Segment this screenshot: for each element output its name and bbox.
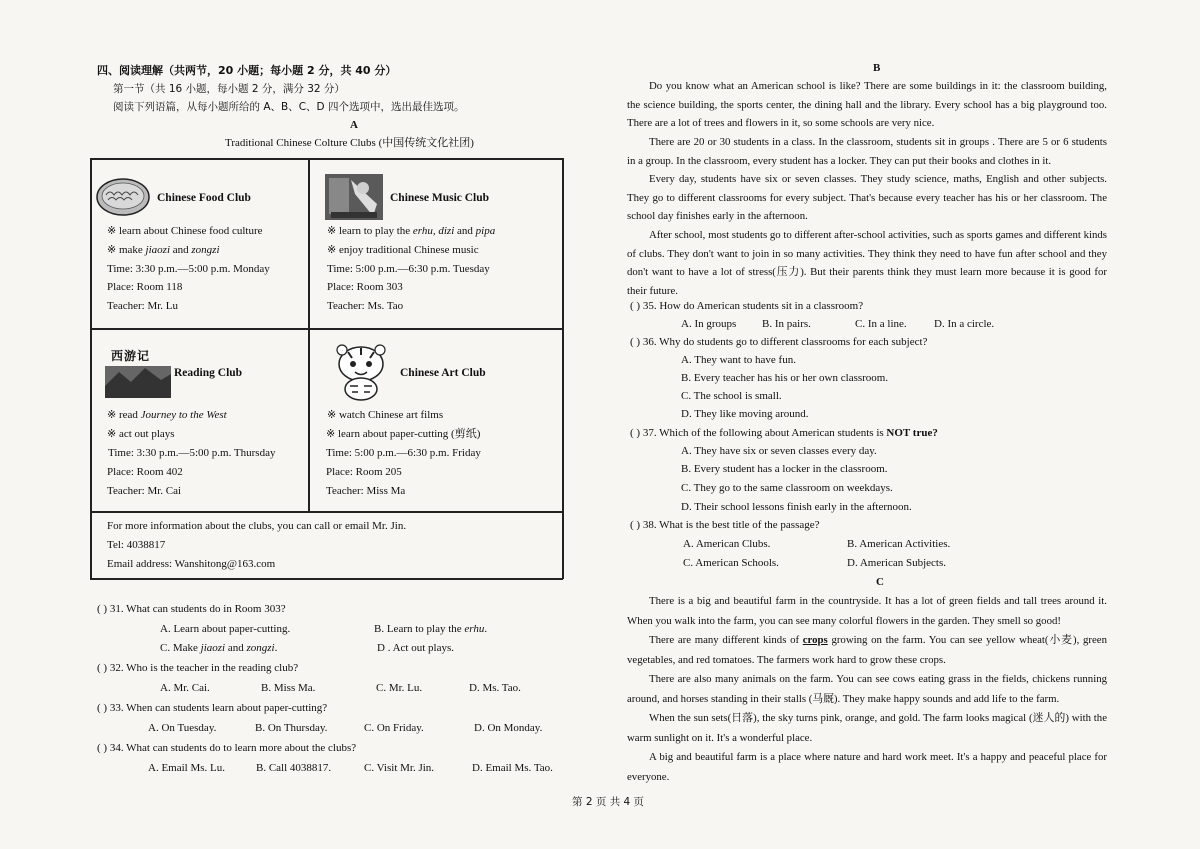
club-line: ※ read Journey to the West bbox=[107, 409, 227, 421]
club-name: Chinese Music Club bbox=[390, 192, 490, 204]
answer-option[interactable]: D. Ms. Tao. bbox=[469, 682, 521, 694]
answer-option[interactable]: D. Email Ms. Tao. bbox=[472, 762, 553, 774]
question-stem: ( ) 32. Who is the teacher in the reading club? bbox=[97, 662, 299, 674]
passage-b-paragraph: Every day, students have six or seven classes. They study science, maths, English and other subjects. They go to different classrooms for every subject. That's because every teacher has his or her classroom. The school day finishes early in the afternoon. bbox=[627, 173, 1107, 222]
answer-option[interactable]: C. In a line. bbox=[855, 318, 907, 330]
answer-option[interactable]: A. Learn about paper-cutting. bbox=[160, 623, 291, 635]
tiger-icon bbox=[328, 344, 394, 402]
answer-option[interactable]: B. Learn to play the erhu. bbox=[374, 623, 488, 635]
answer-option[interactable]: C. American Schools. bbox=[683, 557, 779, 569]
answer-option[interactable]: C. Visit Mr. Jin. bbox=[364, 762, 435, 774]
answer-option[interactable]: A. In groups bbox=[681, 318, 737, 330]
club-name: Chinese Food Club bbox=[157, 192, 251, 204]
club-line: ※ make jiaozi and zongzi bbox=[107, 244, 220, 256]
question-stem: ( ) 34. What can students do to learn more about the clubs? bbox=[97, 742, 357, 754]
club-line: ※ watch Chinese art films bbox=[327, 409, 444, 421]
answer-option[interactable]: B. In pairs. bbox=[762, 318, 811, 330]
question-stem: ( ) 35. How do American students sit in a classroom? bbox=[630, 300, 864, 312]
club-line: ※ act out plays bbox=[107, 428, 175, 440]
footer-line: Tel: 4038817 bbox=[107, 539, 166, 551]
question-stem: ( ) 33. When can students learn about paper-cutting? bbox=[97, 702, 328, 714]
answer-option[interactable]: B. American Activities. bbox=[847, 538, 951, 550]
club-line: Time: 5:00 p.m.—6:30 p.m. Tuesday bbox=[327, 263, 490, 275]
answer-option[interactable]: D. Their school lessons finish early in the afternoon. bbox=[681, 501, 912, 513]
answer-option[interactable]: D . Act out plays. bbox=[377, 642, 454, 654]
music-instrument-icon bbox=[325, 174, 383, 220]
answer-option[interactable]: A. Mr. Cai. bbox=[160, 682, 210, 694]
answer-option[interactable]: B. Every student has a locker in the classroom. bbox=[681, 463, 888, 475]
club-line: Time: 3:30 p.m.—5:00 p.m. Thursday bbox=[108, 447, 276, 459]
answer-option[interactable]: C. They go to the same classroom on weekdays. bbox=[681, 482, 893, 494]
passage-letter-a: A bbox=[350, 119, 358, 131]
answer-option[interactable]: C. On Friday. bbox=[364, 722, 424, 734]
club-line: Time: 3:30 p.m.—5:00 p.m. Monday bbox=[107, 263, 270, 275]
passage-c-paragraph: When the sun sets(日落), the sky turns pink, orange, and gold. The farm looks magical (迷人的) with the warm sunlight on it. It's a wonderful place. bbox=[627, 712, 1107, 744]
answer-option[interactable]: A. American Clubs. bbox=[683, 538, 771, 550]
answer-option[interactable]: D. American Subjects. bbox=[847, 557, 946, 569]
answer-option[interactable]: C. The school is small. bbox=[681, 390, 782, 402]
club-line: ※ learn about Chinese food culture bbox=[107, 225, 263, 237]
club-line: ※ enjoy traditional Chinese music bbox=[327, 244, 479, 256]
club-line: Teacher: Mr. Cai bbox=[107, 485, 182, 497]
question-stem: ( ) 31. What can students do in Room 303? bbox=[97, 603, 286, 615]
passage-b-paragraph: After school, most students go to different after-school activities, such as sports games and different kinds of clubs. They don't want to join in so many activities. They think they need to have fun after school and they don't want to have a lot of stress(压力). But their parents think they must learn more because it is good for their future. bbox=[627, 229, 1107, 297]
club-line: Place: Room 118 bbox=[107, 281, 183, 293]
club-line: Place: Room 205 bbox=[326, 466, 402, 478]
answer-option[interactable]: B. Miss Ma. bbox=[261, 682, 316, 694]
club-line: Teacher: Ms. Tao bbox=[327, 300, 404, 312]
club-name: Reading Club bbox=[174, 367, 243, 379]
passage-c-paragraph: There are many different kinds of crops growing on the farm. You can see yellow wheat(小麦), green vegetables, and red tomatoes. The farmers work hard to grow these crops. bbox=[627, 634, 1107, 666]
answer-option[interactable]: C. Make jiaozi and zongzi. bbox=[160, 642, 278, 654]
club-line: ※ learn to play the erhu, dizi and pipa bbox=[327, 225, 496, 237]
answer-option[interactable]: D. On Monday. bbox=[474, 722, 543, 734]
club-line: Place: Room 402 bbox=[107, 466, 183, 478]
club-line: Place: Room 303 bbox=[327, 281, 403, 293]
answer-option[interactable]: B. Every teacher has his or her own classroom. bbox=[681, 372, 889, 384]
passage-c-paragraph: There are also many animals on the farm. You can see cows eating grass in the fields, chickens running around, and horses standing in their stalls (马厩). They make happy sounds and add life to the farm. bbox=[627, 673, 1107, 705]
answer-option[interactable]: D. They like moving around. bbox=[681, 408, 809, 420]
passage-letter-b: B bbox=[873, 62, 881, 74]
footer-line: For more information about the clubs, you can call or email Mr. Jin. bbox=[107, 520, 407, 532]
club-line: ※ learn about paper-cutting (剪纸) bbox=[326, 428, 481, 440]
answer-option[interactable]: A. They want to have fun. bbox=[681, 354, 796, 366]
dumplings-icon bbox=[96, 177, 150, 217]
passage-b-paragraph: Do you know what an American school is like? There are some buildings in it: the classroom building, the science building, the sports center, the dining hall and the library. Every school has a big playground too. There are a lot of trees and flowers in it, so some schools are very nice. bbox=[627, 80, 1107, 129]
answer-option[interactable]: D. In a circle. bbox=[934, 318, 995, 330]
question-stem: ( ) 36. Why do students go to different classrooms for each subject? bbox=[630, 336, 928, 348]
answer-option[interactable]: C. Mr. Lu. bbox=[376, 682, 423, 694]
answer-option[interactable]: A. They have six or seven classes every day. bbox=[681, 445, 877, 457]
answer-option[interactable]: A. On Tuesday. bbox=[148, 722, 217, 734]
question-stem: ( ) 37. Which of the following about American students is NOT true? bbox=[630, 427, 938, 439]
passage-letter-c: C bbox=[876, 576, 884, 588]
club-line: Time: 5:00 p.m.—6:30 p.m. Friday bbox=[326, 447, 481, 459]
section-heading: 四、阅读理解（共两节，20 小题；每小题 2 分，共 40 分） bbox=[97, 64, 397, 77]
answer-option[interactable]: B. Call 4038817. bbox=[256, 762, 332, 774]
club-name: Chinese Art Club bbox=[400, 367, 486, 379]
passage-c-paragraph: There is a big and beautiful farm in the countryside. It has a lot of green fields and tall trees around it. When you walk into the farm, you can see many colorful flowers in the garden. They smell so good! bbox=[627, 595, 1107, 627]
answer-option[interactable]: A. Email Ms. Lu. bbox=[148, 762, 225, 774]
table-title: Traditional Chinese Colture Clubs (中国传统文化社团) bbox=[225, 137, 474, 149]
club-line: Teacher: Miss Ma bbox=[326, 485, 406, 497]
passage-b-paragraph: There are 20 or 30 students in a class. In the classroom, students sit in groups . There are 5 or 6 students in a group. In the classroom, every student has a locker. They can put their books and clothes in it. bbox=[627, 136, 1107, 167]
instruction: 阅读下列语篇，从每小题所给的 A、B、C、D 四个选项中，选出最佳选项。 bbox=[113, 101, 465, 113]
subsection-heading: 第一节（共 16 小题，每小题 2 分，满分 32 分） bbox=[113, 83, 345, 95]
club-line: Teacher: Mr. Lu bbox=[107, 300, 179, 312]
question-stem: ( ) 38. What is the best title of the passage? bbox=[630, 519, 820, 531]
page-number: 第 2 页 共 4 页 bbox=[572, 796, 645, 808]
journey-west-book-icon bbox=[105, 346, 171, 398]
book-title-lettering: 西游记 bbox=[111, 349, 151, 363]
footer-line: Email address: Wanshitong@163.com bbox=[107, 558, 276, 570]
passage-c-paragraph: A big and beautiful farm is a place where nature and hard work meet. It's a happy and peaceful place for everyone. bbox=[627, 751, 1107, 783]
answer-option[interactable]: B. On Thursday. bbox=[255, 722, 328, 734]
